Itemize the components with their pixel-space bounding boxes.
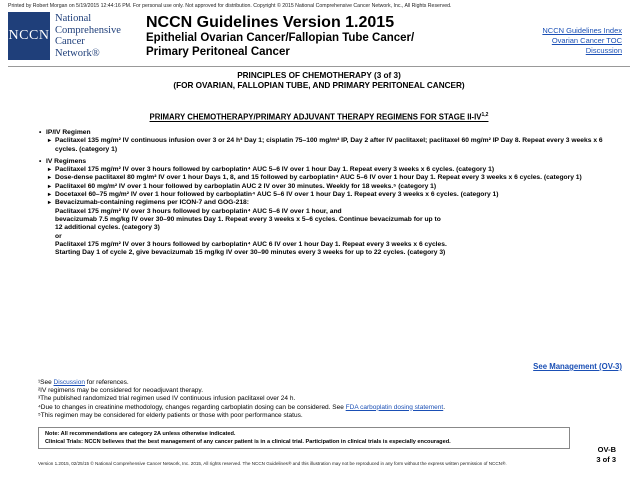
section-heading (0, 71, 638, 91)
link-discussion[interactable]: Discussion (585, 46, 622, 55)
logo-line: Network® (55, 47, 100, 59)
logo-line: Cancer (55, 36, 85, 48)
fda-carboplatin-link[interactable]: FDA carboplatin dosing statement (345, 403, 444, 411)
guideline-header (146, 14, 486, 59)
version-line: Version 1.2015, 02/25/15 © National Comprehensive Cancer Network, Inc. 2015, All rights reserved. The NCCN Guidelines® and this illustration may not be reproduced in any form without the express written permission of NCCN®. (38, 461, 507, 466)
footnote-text: ⁴Due to changes in creatinine methodology, changes regarding carboplatin dosing can be considered. See (38, 403, 346, 411)
guideline-subtitle-1: Epithelial Ovarian Cancer/Fallopian Tube Cancer/ (146, 32, 415, 44)
top-links (542, 26, 622, 56)
footnote-text: ¹See (38, 379, 54, 386)
page-number: 3 of 3 (596, 454, 616, 464)
regimen-title-sup: 1,2 (481, 112, 489, 118)
logo-line: National (55, 13, 92, 24)
discussion-link[interactable]: Discussion (53, 379, 85, 386)
footnote-5: ⁵This regimen may be considered for elderly patients or those with poor performance status. (38, 411, 303, 419)
footnote-3: ³The published randomized trial regimen used IV continuous infusion paclitaxel over 24 h. (38, 395, 296, 403)
bev-line: Paclitaxel 175 mg/m² IV over 3 hours followed by carboplatin⁴ AUC 5–6 IV over 1 hour, and (55, 207, 342, 215)
nccn-logo (8, 12, 138, 60)
list-item: ▸ Paclitaxel 175 mg/m² IV over 3 hours followed by carboplatin⁴ AUC 5–6 IV over 1 hour Day 1. Repeat every 3 weeks x 6 cycles. (category 1) (55, 166, 610, 174)
bev-line: Paclitaxel 175 mg/m² IV over 3 hours followed by carboplatin⁴ AUC 6 IV over 1 hour Day 1. Repeat every 3 weeks x 6 cycles. (55, 240, 447, 248)
note-box (38, 427, 570, 449)
footnote-2: ²IV regimens may be considered for neoadjuvant therapy. (38, 387, 203, 395)
page-code: OV-B (597, 445, 616, 454)
logo-line: Comprehensive (55, 24, 121, 36)
print-notice: Printed by Robert Morgan on 5/19/2015 12:44:16 PM. For personal use only. Not approved for distribution. Copyright © 2015 National Comprehensive Cancer Network, Inc., All Rights Reserved. (8, 3, 452, 9)
header-divider (8, 66, 630, 67)
guideline-title: NCCN Guidelines Version 1.2015 (146, 14, 395, 31)
note-text: Note: All recommendations are category 2A unless otherwise indicated. (45, 431, 236, 437)
iv-regimens (38, 158, 610, 258)
footnote-text: . (443, 403, 446, 411)
link-guidelines-index[interactable]: NCCN Guidelines Index (542, 26, 622, 35)
see-management-link[interactable]: See Management (OV-3) (533, 362, 622, 371)
guideline-subtitle-2: Primary Peritoneal Cancer (146, 45, 290, 58)
regimen-title-text: PRIMARY CHEMOTHERAPY/PRIMARY ADJUVANT THERAPY REGIMENS FOR STAGE II-IV (149, 112, 482, 122)
section-scope: (FOR OVARIAN, FALLOPIAN TUBE, AND PRIMARY PERITONEAL CANCER) (173, 81, 465, 90)
footnote-text: for references. (84, 379, 129, 386)
ip-iv-regimen (38, 129, 610, 154)
category-label: • IP/IV Regimen (46, 129, 610, 137)
list-item: ▸ Docetaxel 60–75 mg/m² IV over 1 hour followed by carboplatin⁴ AUC 5–6 IV over 1 hour Day 1. Repeat every 3 weeks x 6 cycles. (category 1) (55, 191, 610, 199)
link-ovarian-toc[interactable]: Ovarian Cancer TOC (551, 36, 622, 45)
clinical-trials-text: Clinical Trials: NCCN believes that the best management of any cancer patient is in a clinical trial. Participation in clinical trials is especially encouraged. (45, 439, 451, 445)
section-title: PRINCIPLES OF CHEMOTHERAPY (3 of 3) (237, 71, 401, 80)
footnotes (38, 379, 598, 420)
regimen-list (38, 129, 610, 257)
list-item: ▸ Dose-dense paclitaxel 80 mg/m² IV over 1 hour Days 1, 8, and 15 followed by carboplatin⁴ AUC 5–6 IV over 1 hour Day 1. Repeat every 3 weeks x 6 cycles. (category 1) (55, 174, 610, 182)
logo-wordmark (55, 13, 121, 59)
footnote-1 (38, 379, 598, 387)
logo-mark: NCCN (8, 12, 50, 60)
regimen-title (0, 112, 638, 122)
bev-line: bevacizumab 7.5 mg/kg IV over 30–90 minutes Day 1. Repeat every 3 weeks x 5–6 cycles. Continue bevacizumab for up to (55, 215, 441, 223)
bev-line: Starting Day 1 of cycle 2, give bevacizumab 15 mg/kg IV over 30–90 minutes every 3 weeks for up to 22 cycles. (category 3) (55, 249, 446, 257)
list-item: ▸ Paclitaxel 135 mg/m² IV continuous infusion over 3 or 24 h³ Day 1; cisplatin 75–100 mg/m² IP, Day 2 after IV paclitaxel; paclitaxel 60 mg/m² IP Day 8. Repeat every 3 weeks x 6 cycles. (category 1) (55, 137, 610, 154)
list-item: ▸ Bevacizumab-containing regimens per ICON-7 and GOG-218: (55, 199, 610, 207)
bev-line: or (55, 232, 62, 240)
page-identifier (596, 445, 616, 464)
bev-line: 12 additional cycles. (category 3) (55, 224, 160, 232)
list-item: ▸ Paclitaxel 60 mg/m² IV over 1 hour followed by carboplatin AUC 2 IV over 30 minutes. Weekly for 18 weeks.⁵ (category 1) (55, 183, 610, 191)
footnote-4 (38, 404, 598, 412)
category-label: • IV Regimens (46, 158, 610, 166)
